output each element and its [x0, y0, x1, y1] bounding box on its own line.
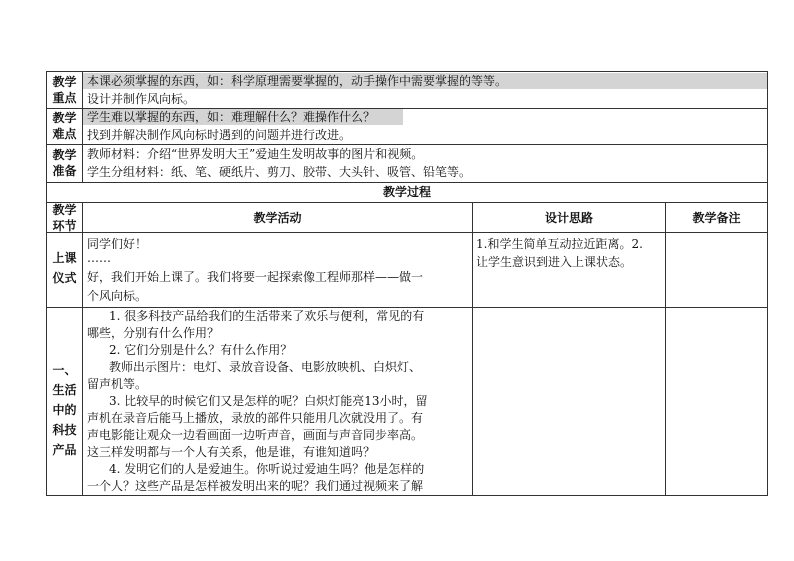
difficult-points-guidance: 学生难以掌握的东西，如：难理解什么？难操作什么？: [83, 109, 403, 125]
column-divider: [665, 202, 666, 495]
row-divider: [47, 232, 767, 233]
key-points-label: 教学 重点: [52, 75, 77, 105]
header-design: 设计思路: [544, 211, 593, 225]
header-activity: 教学活动: [253, 211, 302, 225]
activity-line: 4. 发明它们的人是爱迪生。你听说过爱迪生吗？他是怎样的: [109, 462, 425, 476]
row-divider: [47, 182, 767, 183]
lesson-plan-table: [46, 71, 768, 496]
activity-line: 一个人？这些产品是怎样被发明出来的呢？我们通过视频来了解: [87, 479, 424, 493]
opening-design-1: 1.和学生简单互动拉近距离。2.: [476, 237, 643, 251]
header-stage: 教学 环节: [52, 203, 77, 233]
activity-line: 留声机等。: [87, 377, 148, 391]
key-points-content: 设计并制作风向标。: [87, 92, 196, 106]
activity-line: 哪些，分别有什么作用？: [87, 326, 220, 340]
activity-line: 这三样发明都与一个人有关系，他是谁，有谁知道吗？: [87, 445, 376, 459]
difficult-points-content: 找到并解决制作风向标时遇到的问题并进行改进。: [87, 128, 352, 142]
opening-intro-cont: 个风向标。: [87, 289, 148, 303]
key-points-guidance: 本课必须掌握的东西，如：科学原理需要掌握的，动手操作中需要掌握的等等。: [83, 73, 767, 89]
process-title: 教学过程: [382, 185, 431, 199]
activity-line: 声电影能让观众一边看画面一边听声音，画面与声音同步率高。: [87, 428, 424, 442]
activity-line: 声机在录音后能马上播放，录放的部件只能用几次就没用了。有: [87, 411, 424, 425]
row-divider: [47, 202, 767, 203]
row-divider: [47, 144, 767, 145]
activity-line: 教师出示图片：电灯、录放音设备、电影放映机、白炽灯、: [109, 360, 422, 374]
opening-design-2: 让学生意识到进入上课状态。: [476, 255, 633, 269]
opening-intro: 好，我们开始上课了。我们将要一起探索像工程师那样——做一: [87, 270, 424, 284]
teacher-materials: 教师材料：介绍“世界发明大王”爱迪生发明故事的图片和视频。: [87, 147, 424, 161]
activity-line: 2. 它们分别是什么？有什么作用？: [109, 343, 293, 357]
column-divider: [82, 202, 83, 495]
opening-greeting: 同学们好！: [87, 237, 148, 251]
preparation-label: 教学 准备: [52, 148, 77, 178]
difficult-points-label: 教学 难点: [52, 111, 77, 141]
activity-line: 3. 比较早的时候它们又是怎样的呢？白炽灯能亮13小时，留: [109, 394, 428, 408]
activity-line: 1. 很多科技产品给我们的生活带来了欢乐与便利，常见的有: [109, 309, 425, 323]
opening-stage: 上课 仪式: [52, 251, 77, 285]
column-divider: [472, 202, 473, 495]
opening-ellipsis: ……: [87, 251, 111, 265]
section1-stage: 一、 生活 中的 科技 产品: [52, 363, 77, 457]
student-materials: 学生分组材料：纸、笔、硬纸片、剪刀、胶带、大头针、吸管、铅笔等。: [87, 165, 472, 179]
header-notes: 教学备注: [692, 211, 741, 225]
